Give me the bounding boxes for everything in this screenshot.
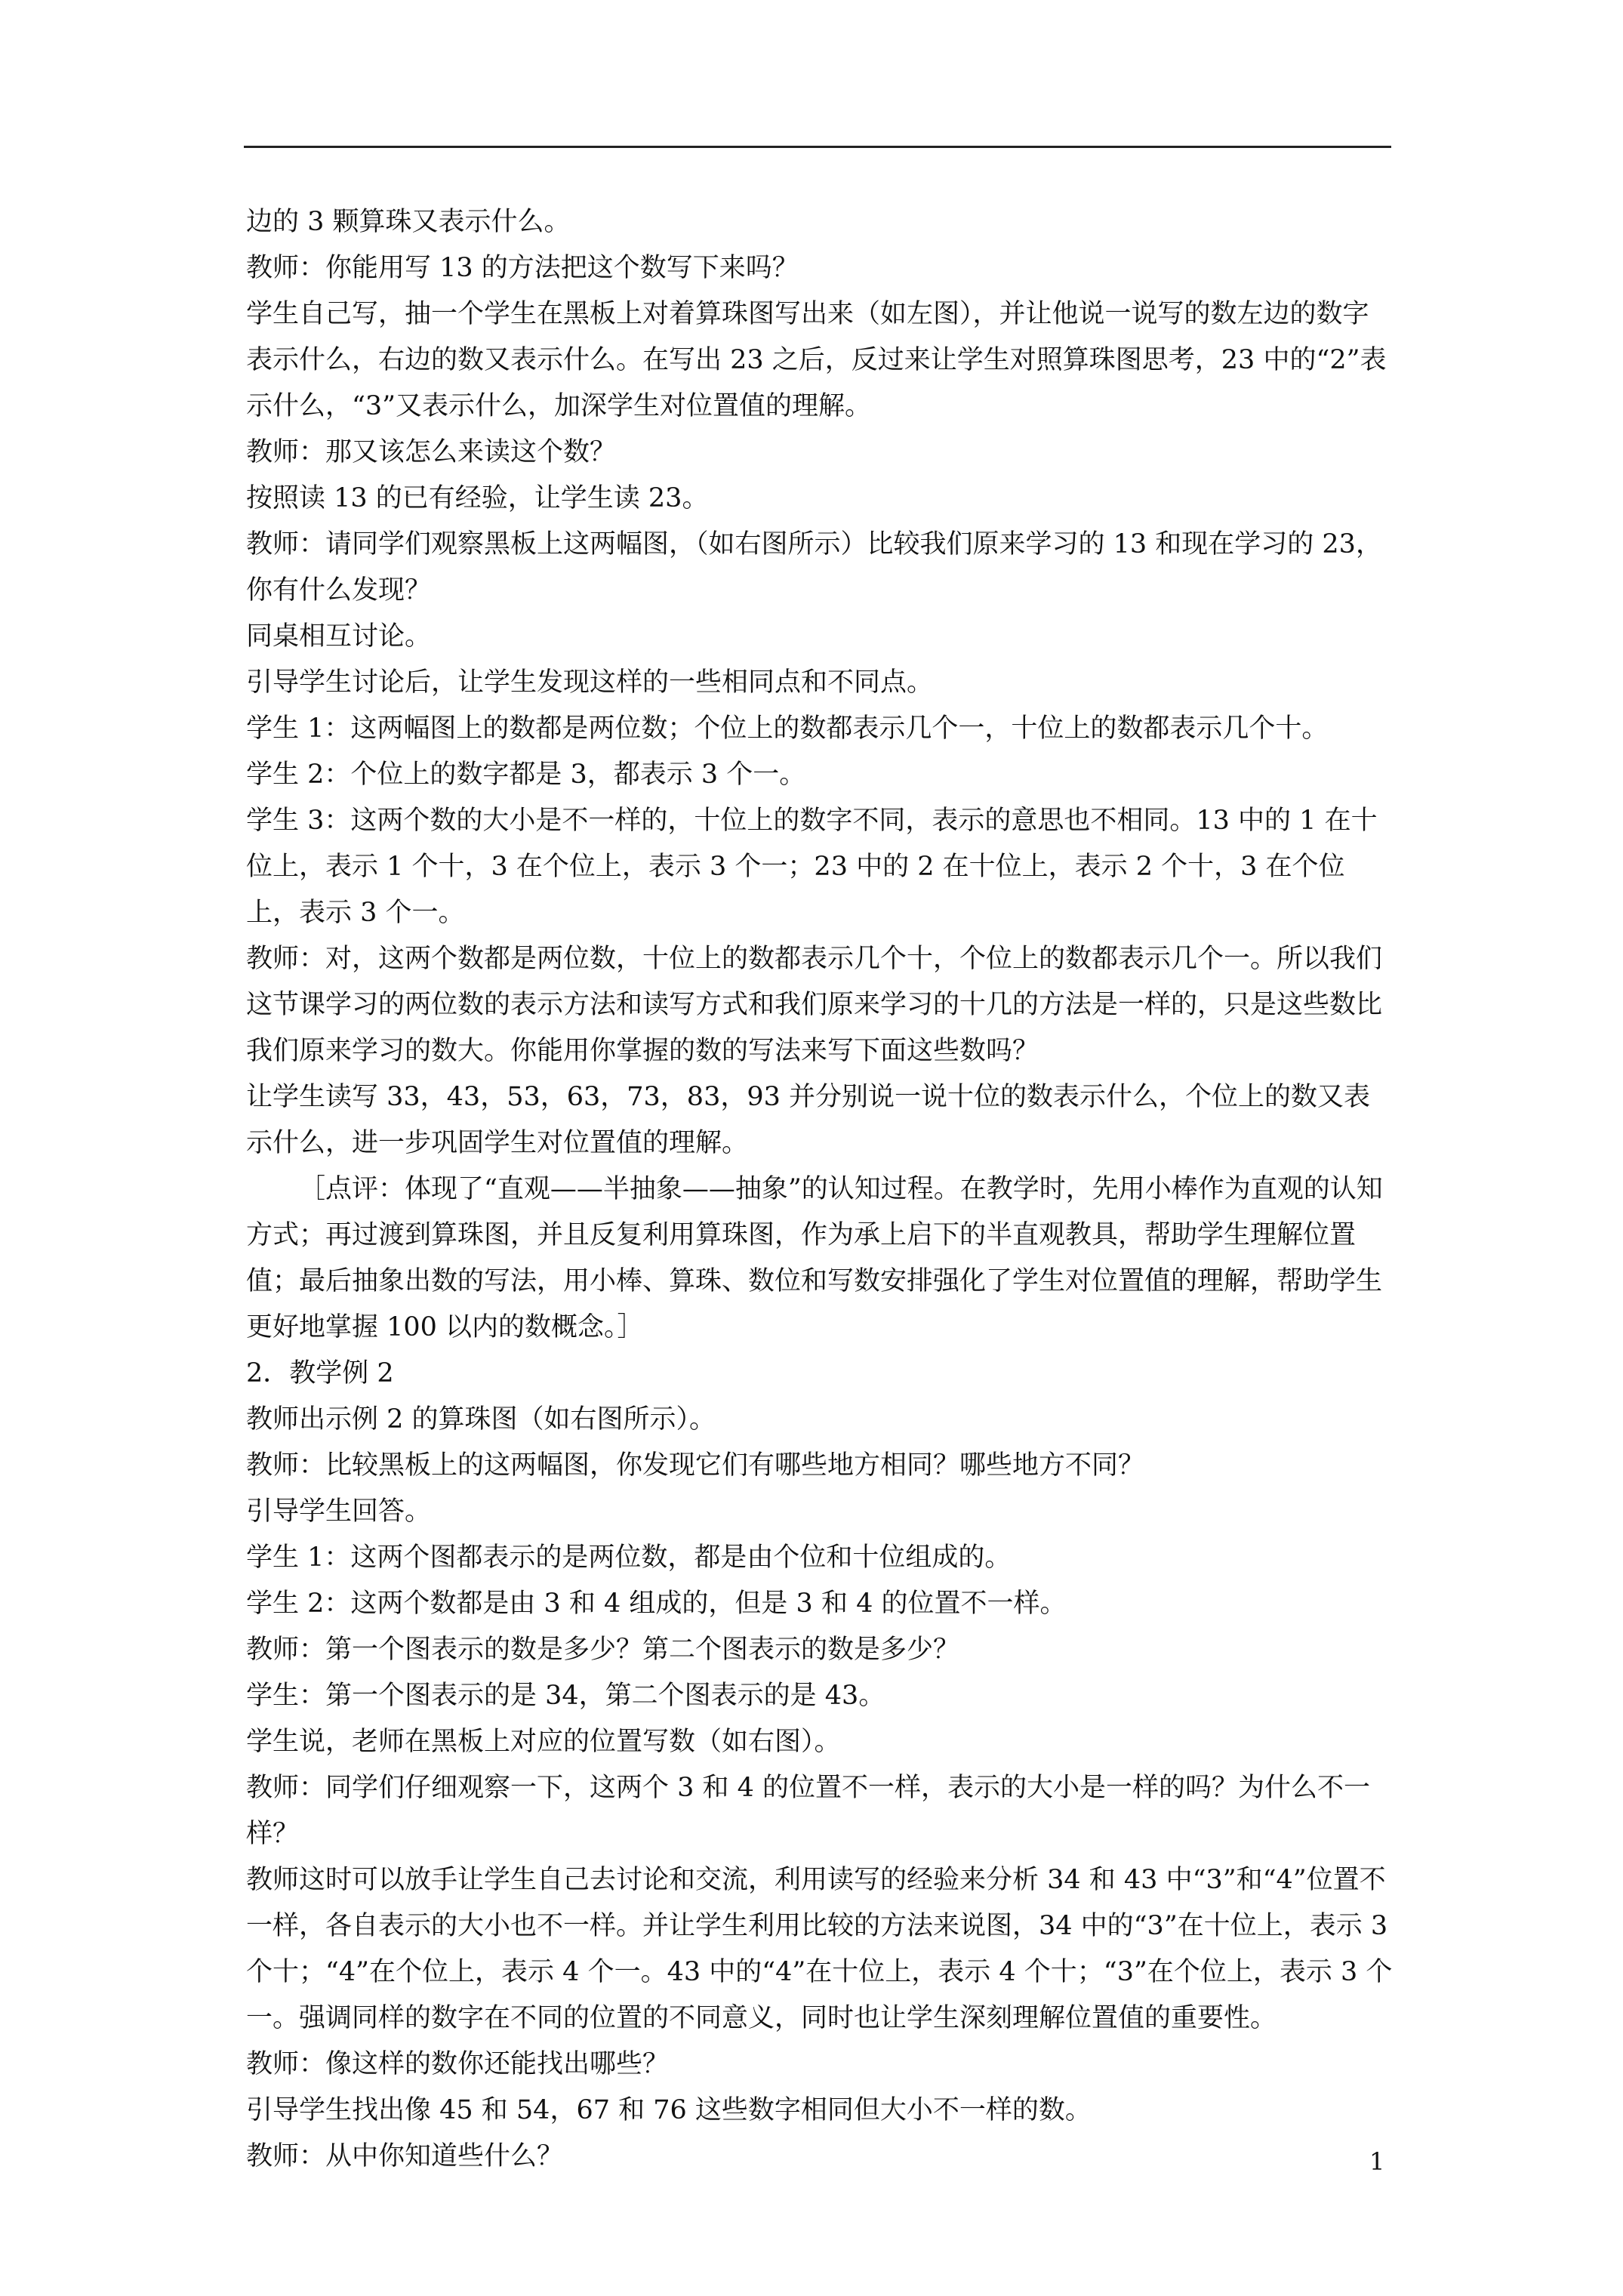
paragraph: 学生自己写，抽一个学生在黑板上对着算珠图写出来（如左图），并让他说一说写的数左边的数字表示什么，右边的数又表示什么。在写出 23 之后，反过来让学生对照算珠图思考，23 中的“2”表示什么，“3”又表示什么，加深学生对位置值的理解。 — [246, 299, 1387, 421]
paragraph: 同桌相互讨论。 — [246, 621, 432, 652]
paragraph: 学生说，老师在黑板上对应的位置写数（如右图）。 — [246, 1727, 841, 1757]
paragraph: 学生 1：这两个图都表示的是两位数，都是由个位和十位组成的。 — [246, 1542, 1012, 1573]
paragraph: 教师：对，这两个数都是两位数，十位上的数都表示几个十，个位上的数都表示几个一。所以我们这节课学习的两位数的表示方法和读写方式和我们原来学习的十几的方法是一样的，只是这些数比我们原来学习的数大。你能用你掌握的数的写法来写下面这些数吗？ — [246, 944, 1383, 1066]
paragraph: 学生：第一个图表示的是 34，第二个图表示的是 43。 — [246, 1681, 885, 1711]
commentary-paragraph: ［点评：体现了“直观——半抽象——抽象”的认知过程。在教学时，先用小棒作为直观的认知方式；再过渡到算珠图，并且反复利用算珠图，作为承上启下的半直观教具，帮助学生理解位置值；最后抽象出数的写法，用小棒、算珠、数位和写数安排强化了学生对位置值的理解，帮助学生更好地掌握 100 以内的数概念。］ — [246, 1174, 1383, 1342]
paragraph: 教师出示例 2 的算珠图（如右图所示）。 — [246, 1404, 716, 1435]
paragraph: 教师：第一个图表示的数是多少？第二个图表示的数是多少？ — [246, 1635, 960, 1665]
paragraph: 教师：从中你知道些什么？ — [246, 2141, 564, 2171]
paragraph: 学生 2：这两个数都是由 3 和 4 组成的，但是 3 和 4 的位置不一样。 — [246, 1589, 1067, 1619]
header-rule — [244, 146, 1391, 148]
paragraph: 学生 3：这两个数的大小是不一样的，十位上的数字不同，表示的意思也不相同。13 中的 1 在十位上，表示 1 个十，3 在个位上，表示 3 个一；23 中的 2 在十位上，表示 2 个十，3 在个位上，表示 3 个一。 — [246, 806, 1378, 928]
paragraph: 教师：同学们仔细观察一下，这两个 3 和 4 的位置不一样，表示的大小是一样的吗？为什么不一样？ — [246, 1773, 1371, 1849]
document-body — [246, 199, 1397, 2180]
paragraph: 引导学生讨论后，让学生发现这样的一些相同点和不同点。 — [246, 667, 934, 698]
paragraph: 边的 3 颗算珠又表示什么。 — [246, 207, 571, 237]
paragraph: 教师：那又该怎么来读这个数？ — [246, 437, 617, 467]
paragraph: 教师：你能用写 13 的方法把这个数写下来吗？ — [246, 253, 799, 283]
paragraph: 让学生读写 33，43，53，63，73，83，93 并分别说一说十位的数表示什么，个位上的数又表示什么，进一步巩固学生对位置值的理解。 — [246, 1082, 1371, 1158]
paragraph: 教师：像这样的数你还能找出哪些？ — [246, 2049, 670, 2079]
paragraph: 学生 1：这两幅图上的数都是两位数；个位上的数都表示几个一，十位上的数都表示几个十。 — [246, 713, 1329, 744]
section-heading: 2．教学例 2 — [246, 1358, 394, 1388]
page-number: 1 — [1369, 2147, 1385, 2176]
paragraph: 教师这时可以放手让学生自己去讨论和交流，利用读写的经验来分析 34 和 43 中“3”和“4”位置不一样，各自表示的大小也不一样。并让学生利用比较的方法来说图，34 中的“3”在十位上，表示 3 个十；“4”在个位上，表示 4 个一。43 中的“4”在十位上，表示 4 个十；“3”在个位上，表示 3 个一。强调同样的数字在不同的位置的不同意义，同时也让学生深刻理解位置值的重要性。 — [246, 1865, 1397, 2033]
paragraph: 教师：比较黑板上的这两幅图，你发现它们有哪些地方相同？哪些地方不同？ — [246, 1450, 1145, 1481]
paragraph: 教师：请同学们观察黑板上这两幅图，（如右图所示）比较我们原来学习的 13 和现在学习的 23，你有什么发现？ — [246, 529, 1382, 606]
paragraph: 引导学生回答。 — [246, 1496, 432, 1527]
paragraph: 学生 2：个位上的数字都是 3，都表示 3 个一。 — [246, 760, 806, 790]
paragraph: 按照读 13 的已有经验，让学生读 23。 — [246, 483, 709, 513]
paragraph: 引导学生找出像 45 和 54，67 和 76 这些数字相同但大小不一样的数。 — [246, 2095, 1092, 2125]
